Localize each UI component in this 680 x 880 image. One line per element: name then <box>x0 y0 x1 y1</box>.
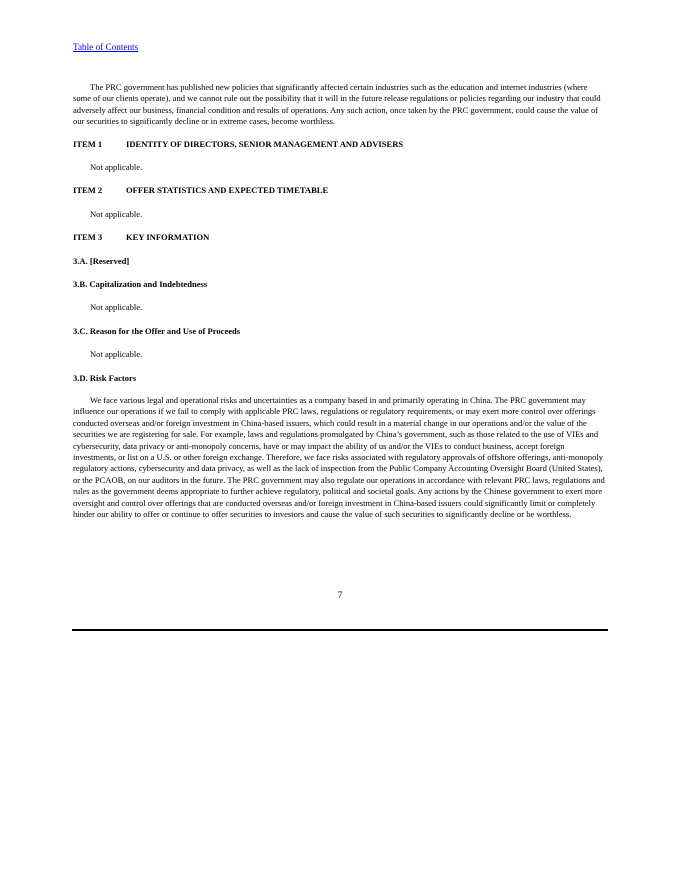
item-3-number: ITEM 3 <box>73 232 103 243</box>
item-2-body: Not applicable. <box>90 208 143 219</box>
page-content <box>73 82 607 521</box>
page-divider <box>72 629 608 631</box>
item-1-heading <box>73 139 607 150</box>
page-number: 7 <box>337 590 343 600</box>
item-2-title: OFFER STATISTICS AND EXPECTED TIMETABLE <box>126 185 329 196</box>
section-3d-heading: 3.D. Risk Factors <box>73 372 137 383</box>
item-1-number: ITEM 1 <box>73 138 103 149</box>
item-2-heading <box>73 185 607 196</box>
item-1-body: Not applicable. <box>90 162 143 173</box>
item-3-title: KEY INFORMATION <box>126 232 210 243</box>
section-3a-heading: 3.A. [Reserved] <box>73 255 130 266</box>
table-of-contents-link[interactable]: Table of Contents <box>73 42 139 52</box>
section-3b-heading: 3.B. Capitalization and Indebtedness <box>73 279 208 290</box>
item-1-title: IDENTITY OF DIRECTORS, SENIOR MANAGEMENT AND ADVISERS <box>126 138 404 149</box>
section-3c-body: Not applicable. <box>90 349 143 360</box>
item-3-heading <box>73 232 607 243</box>
section-3b-body: Not applicable. <box>90 302 143 313</box>
item-2-number: ITEM 2 <box>73 185 103 196</box>
risk-factors-paragraph: We face various legal and operational risks and uncertainties as a company based in and primarily operating in China. The PRC government may influence our operations if we fail to comply with applicable PRC laws, regulations or regulatory requirements, or may exert more control over offerings conducted overseas and/or foreign investment in China-based issuers, which could result in a material change in our operations and/or the value of the securities we are registering for sale. For example, laws and regulations promulgated by China’s government, such as those related to the use of VIEs and cybersecurity, data privacy or anti-monopoly concerns, have or may impact the ability of us and/or the VIEs to conduct business, accept foreign investments, or list on a U.S. or other foreign exchange. Therefore, we face risks associated with regulatory approvals of offshore offerings, anti-monopoly regulatory actions, cybersecurity and data privacy, as well as the lack of inspection from the Public Company Accounting Oversight Board (United States), or the PCAOB, on our auditors in the future. The PRC government may also regulate our operations in accordance with relevant PRC laws, regulations and rules as the government deems appropriate to further achieve regulatory, political and societal goals. Any actions by the Chinese government to exert more oversight and control over offerings that are conducted overseas and/or foreign investment in China-based issuers could significantly limit or completely hinder our ability to offer or continue to offer securities to investors and cause the value of such securities to significantly decline or be worthless. <box>73 395 605 520</box>
intro-paragraph: The PRC government has published new policies that significantly affected certain industries such as the education and internet industries (where some of our clients operate), and we cannot rule out the possibility that it will in the future release regulations or policies regarding our industry that could adversely affect our business, financial condition and results of operations. Any such action, once taken by the PRC government, could cause the value of our securities to significantly decline or in extreme cases, become worthless. <box>73 82 601 127</box>
section-3c-heading: 3.C. Reason for the Offer and Use of Proceeds <box>73 325 241 336</box>
